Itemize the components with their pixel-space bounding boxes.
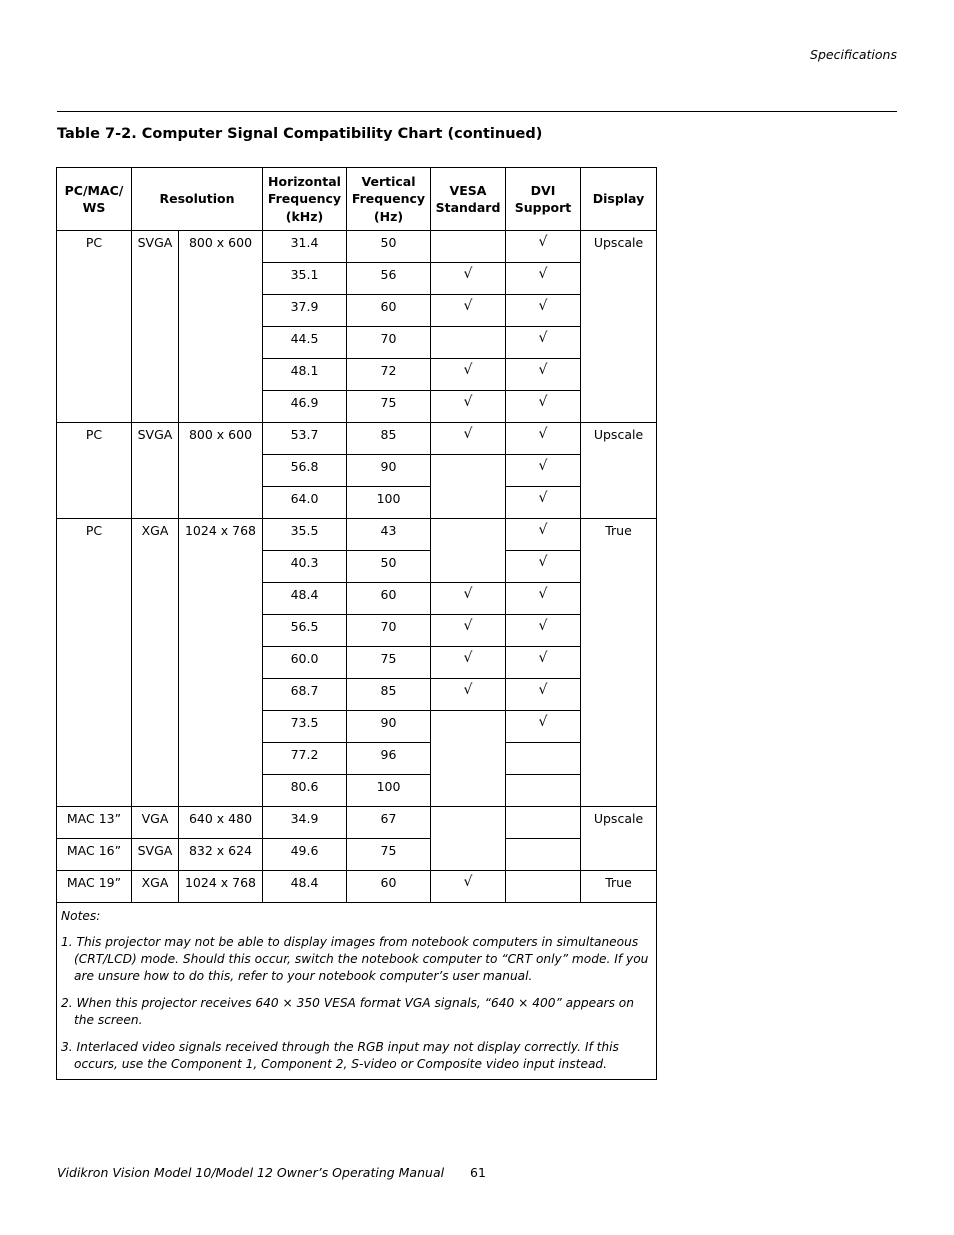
running-head: Specifications <box>810 47 897 62</box>
vfreq-cell: 100 <box>347 775 431 807</box>
vesa-cell: √ <box>431 583 506 615</box>
res-cell: 640 x 480 <box>179 807 263 839</box>
dvi-cell: √ <box>506 615 581 647</box>
col-header-source: PC/MAC/ WS <box>57 168 132 231</box>
hfreq-cell: 68.7 <box>263 679 347 711</box>
dvi-cell: √ <box>506 519 581 551</box>
vfreq-cell: 60 <box>347 871 431 903</box>
vesa-cell: √ <box>431 679 506 711</box>
footer-manual-title: Vidikron Vision Model 10/Model 12 Owner’s Operating Manual <box>57 1165 445 1180</box>
hfreq-cell: 35.5 <box>263 519 347 551</box>
notes-row <box>57 903 657 1080</box>
vfreq-cell: 50 <box>347 231 431 263</box>
type-cell: SVGA <box>132 839 179 871</box>
dvi-cell: √ <box>506 327 581 359</box>
dvi-cell: √ <box>506 583 581 615</box>
display-cell: Upscale <box>581 807 657 871</box>
hfreq-cell: 80.6 <box>263 775 347 807</box>
hfreq-cell: 31.4 <box>263 231 347 263</box>
dvi-cell <box>506 775 581 807</box>
vesa-cell: √ <box>431 359 506 391</box>
res-cell: 832 x 624 <box>179 839 263 871</box>
dvi-cell <box>506 871 581 903</box>
vfreq-cell: 43 <box>347 519 431 551</box>
table-row <box>57 839 657 871</box>
vesa-cell <box>431 327 506 359</box>
dvi-cell: √ <box>506 487 581 519</box>
note-item: 3. Interlaced video signals received through the RGB input may not display correctly. If this occurs, use the Component 1, Component 2, S-video or Composite video input instead. <box>61 1040 619 1071</box>
col-header-display: Display <box>581 168 657 231</box>
notes-title: Notes: <box>61 909 101 923</box>
dvi-cell: √ <box>506 263 581 295</box>
dvi-cell: √ <box>506 679 581 711</box>
compatibility-table <box>56 167 657 1080</box>
hfreq-cell: 53.7 <box>263 423 347 455</box>
hfreq-cell: 35.1 <box>263 263 347 295</box>
res-cell: 800 x 600 <box>179 423 263 519</box>
vesa-cell: √ <box>431 391 506 423</box>
hfreq-cell: 40.3 <box>263 551 347 583</box>
res-cell: 1024 x 768 <box>179 519 263 807</box>
vfreq-cell: 90 <box>347 711 431 743</box>
vfreq-cell: 60 <box>347 583 431 615</box>
vfreq-cell: 56 <box>347 263 431 295</box>
table-row <box>57 231 657 263</box>
type-cell: SVGA <box>132 423 179 519</box>
type-cell: XGA <box>132 519 179 807</box>
dvi-cell <box>506 743 581 775</box>
table-row <box>57 807 657 839</box>
vfreq-cell: 75 <box>347 647 431 679</box>
vesa-cell: √ <box>431 647 506 679</box>
hfreq-cell: 64.0 <box>263 487 347 519</box>
dvi-cell: √ <box>506 359 581 391</box>
display-cell: Upscale <box>581 231 657 423</box>
vfreq-cell: 100 <box>347 487 431 519</box>
table-row <box>57 871 657 903</box>
notes-cell <box>57 903 657 1080</box>
col-header-dvi: DVI Support <box>506 168 581 231</box>
vfreq-cell: 96 <box>347 743 431 775</box>
hfreq-cell: 37.9 <box>263 295 347 327</box>
type-cell: VGA <box>132 807 179 839</box>
hfreq-cell: 56.8 <box>263 455 347 487</box>
hfreq-cell: 34.9 <box>263 807 347 839</box>
vfreq-cell: 67 <box>347 807 431 839</box>
col-header-vfreq: Vertical Frequency (Hz) <box>347 168 431 231</box>
res-cell: 1024 x 768 <box>179 871 263 903</box>
type-cell: XGA <box>132 871 179 903</box>
dvi-cell: √ <box>506 551 581 583</box>
source-cell: PC <box>57 231 132 423</box>
vfreq-cell: 50 <box>347 551 431 583</box>
header-rule <box>57 111 897 112</box>
source-cell: MAC 16” <box>57 839 132 871</box>
header-row <box>57 168 657 231</box>
col-header-vesa: VESA Standard <box>431 168 506 231</box>
col-header-hfreq: Horizontal Frequency (kHz) <box>263 168 347 231</box>
note-item: 2. When this projector receives 640 × 350 VESA format VGA signals, “640 × 400” appears on the screen. <box>61 996 634 1027</box>
vesa-cell <box>431 711 506 807</box>
hfreq-cell: 48.4 <box>263 583 347 615</box>
vesa-cell <box>431 807 506 871</box>
vfreq-cell: 85 <box>347 423 431 455</box>
dvi-cell: √ <box>506 295 581 327</box>
vesa-cell: √ <box>431 871 506 903</box>
display-cell: True <box>581 871 657 903</box>
vfreq-cell: 70 <box>347 327 431 359</box>
dvi-cell <box>506 807 581 839</box>
dvi-cell: √ <box>506 231 581 263</box>
hfreq-cell: 56.5 <box>263 615 347 647</box>
vfreq-cell: 60 <box>347 295 431 327</box>
source-cell: MAC 13” <box>57 807 132 839</box>
source-cell: PC <box>57 519 132 807</box>
dvi-cell: √ <box>506 647 581 679</box>
hfreq-cell: 48.1 <box>263 359 347 391</box>
vesa-cell: √ <box>431 295 506 327</box>
source-cell: MAC 19” <box>57 871 132 903</box>
vesa-cell: √ <box>431 615 506 647</box>
vfreq-cell: 72 <box>347 359 431 391</box>
vesa-cell <box>431 455 506 519</box>
display-cell: True <box>581 519 657 807</box>
note-item: 1. This projector may not be able to display images from notebook computers in simultaneous (CRT/LCD) mode. Should this occur, switch the notebook computer to “CRT only” mode. If you are unsure how to do this, refer to your notebook computer’s user manual. <box>61 935 649 983</box>
hfreq-cell: 49.6 <box>263 839 347 871</box>
dvi-cell: √ <box>506 455 581 487</box>
vesa-cell <box>431 231 506 263</box>
vfreq-cell: 70 <box>347 615 431 647</box>
hfreq-cell: 60.0 <box>263 647 347 679</box>
dvi-cell: √ <box>506 391 581 423</box>
display-cell: Upscale <box>581 423 657 519</box>
vesa-cell: √ <box>431 423 506 455</box>
dvi-cell: √ <box>506 423 581 455</box>
hfreq-cell: 44.5 <box>263 327 347 359</box>
vesa-cell <box>431 519 506 583</box>
vesa-cell: √ <box>431 263 506 295</box>
dvi-cell: √ <box>506 711 581 743</box>
table-row <box>57 519 657 551</box>
hfreq-cell: 48.4 <box>263 871 347 903</box>
hfreq-cell: 46.9 <box>263 391 347 423</box>
table-caption: Table 7-2. Computer Signal Compatibility Chart (continued) <box>57 126 543 142</box>
vfreq-cell: 75 <box>347 391 431 423</box>
hfreq-cell: 73.5 <box>263 711 347 743</box>
vfreq-cell: 75 <box>347 839 431 871</box>
table-row <box>57 423 657 455</box>
vfreq-cell: 90 <box>347 455 431 487</box>
type-cell: SVGA <box>132 231 179 423</box>
page-number: 61 <box>470 1165 486 1180</box>
hfreq-cell: 77.2 <box>263 743 347 775</box>
res-cell: 800 x 600 <box>179 231 263 423</box>
vfreq-cell: 85 <box>347 679 431 711</box>
dvi-cell <box>506 839 581 871</box>
source-cell: PC <box>57 423 132 519</box>
col-header-resolution: Resolution <box>132 168 263 231</box>
